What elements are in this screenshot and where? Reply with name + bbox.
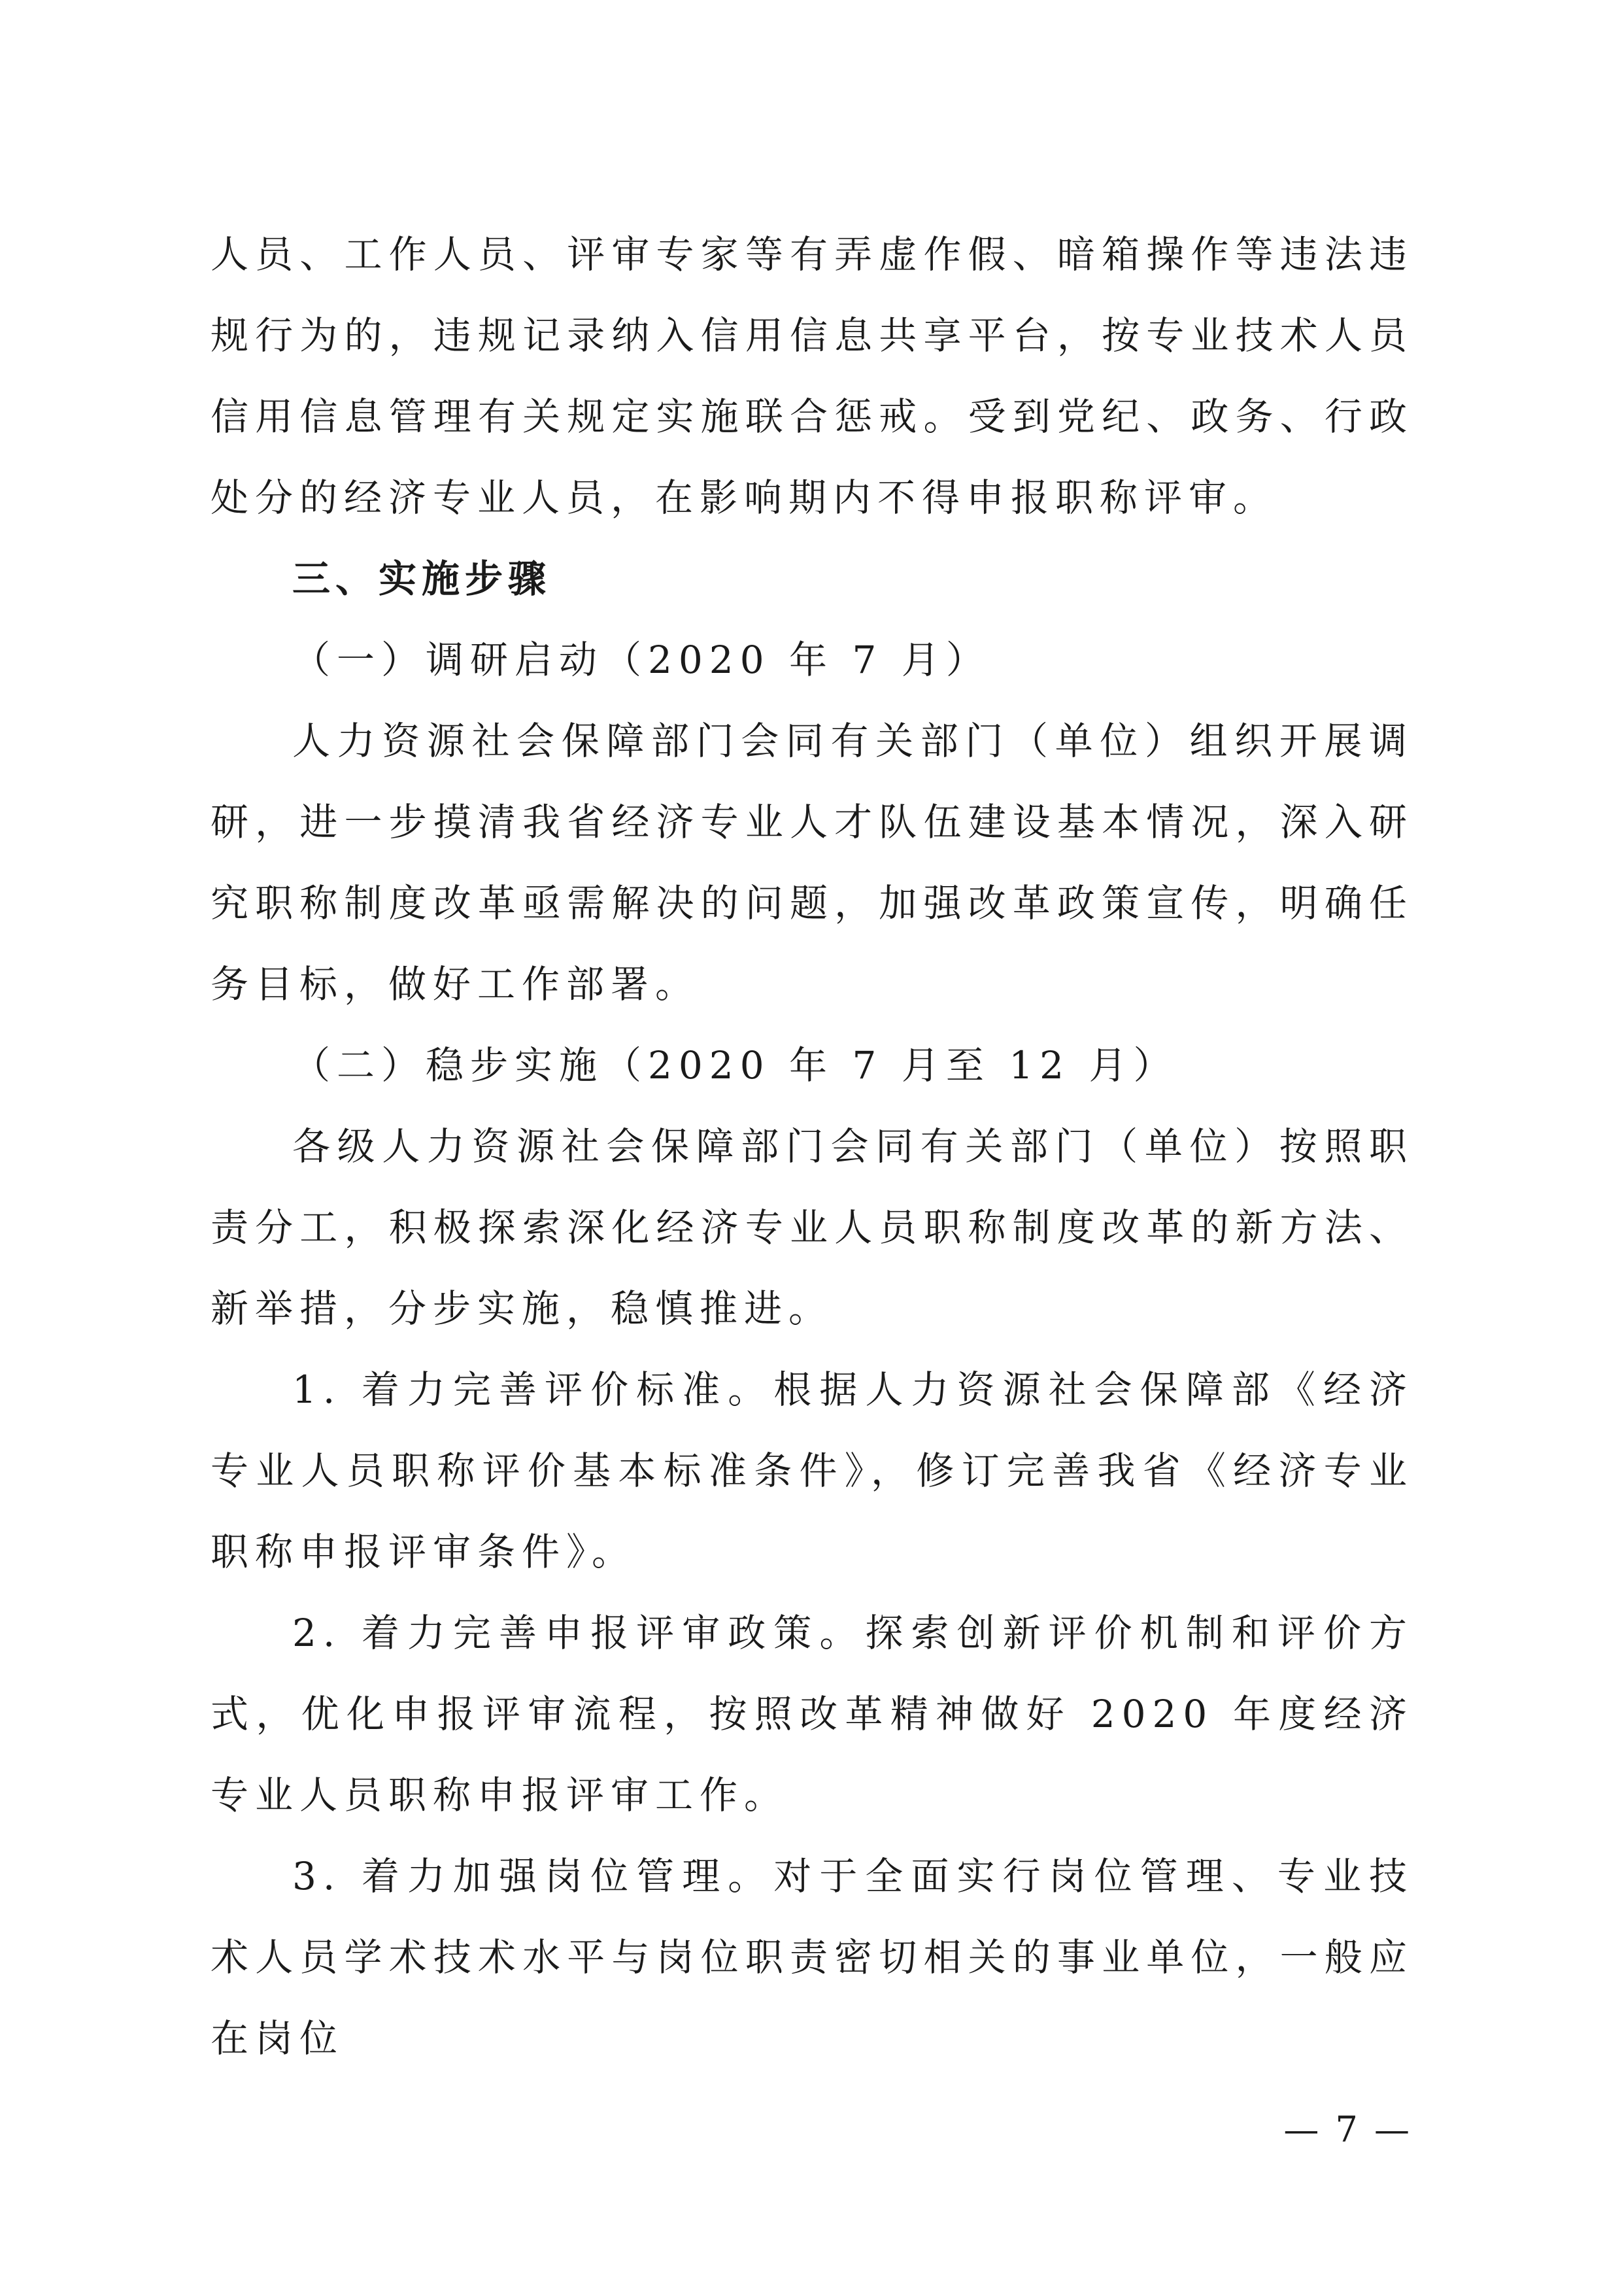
body-text [211,214,1413,2079]
paragraph-research: 人力资源社会保障部门会同有关部门（单位）组织开展调研，进一步摸清我省经济专业人才队伍建设基本情况，深入研究职称制度改革亟需解决的问题，加强改革政策宣传，明确任务目标，做好工作部署。 [211,719,1413,1006]
paragraph-implementation: 各级人力资源社会保障部门会同有关部门（单位）按照职责分工，积极探索深化经济专业人员职称制度改革的新方法、新举措，分步实施，稳慎推进。 [211,1124,1413,1331]
list-item-1: 1. 着力完善评价标准。根据人力资源社会保障部《经济专业人员职称评价基本标准条件》，修订完善我省《经济专业职称申报评审条件》。 [211,1367,1413,1574]
paragraph-continuation: 人员、工作人员、评审专家等有弄虚作假、暗箱操作等违法违规行为的，违规记录纳入信用信息共享平台，按专业技术人员信用信息管理有关规定实施联合惩戒。受到党纪、政务、行政处分的经济专业人员，在影响期内不得申报职称评审。 [211,232,1413,520]
page-number: — 7 — [1283,2109,1412,2150]
list-item-3: 3. 着力加强岗位管理。对于全面实行岗位管理、专业技术人员学术技术水平与岗位职责密切相关的事业单位，一般应在岗位 [211,1854,1413,2061]
list-item-2: 2. 着力完善申报评审政策。探索创新评价机制和评价方式，优化申报评审流程，按照改革精神做好 2020 年度经济专业人员职称申报评审工作。 [211,1611,1413,1817]
subsection-heading-1: （一）调研启动（2020 年 7 月） [292,638,990,682]
subsection-heading-2: （二）稳步实施（2020 年 7 月至 12 月） [292,1043,1178,1088]
section-heading: 三、实施步骤 [292,557,552,601]
